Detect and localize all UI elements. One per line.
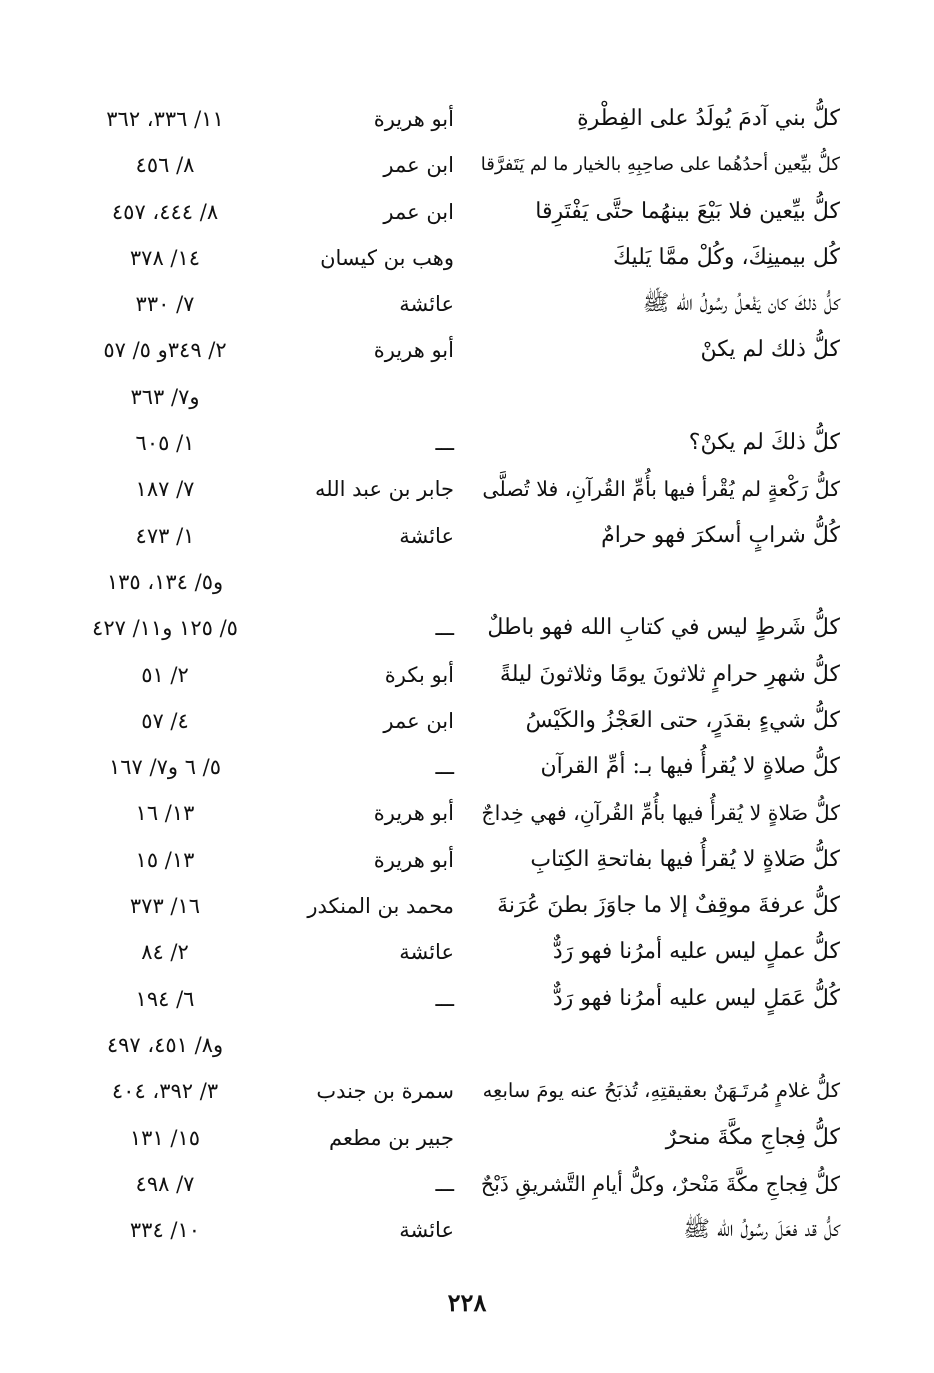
- hadith-text: كلُّ فِجاجِ مكَّةَ مَنْحرٌ، وكلُّ أيامِ التَّشريقِ ذَبْحٌ: [480, 1171, 840, 1196]
- narrator: جبير بن مطعم: [328, 1125, 454, 1150]
- reference: ٧/ ٤٩٨: [135, 1171, 195, 1196]
- reference: ٢/ ٣٤٩و ٥/ ٥٧: [103, 338, 227, 363]
- narrator: أبو بكرة: [384, 662, 454, 687]
- hadith-text: كلُّ بيِّعين فلا بَيْعَ بينهُما حتَّى يَفْتَرِقا: [535, 198, 840, 224]
- hadith-text: كلُّ صَلاةٍ لا يُقرأُ فيها بفاتحةِ الكِتابِ: [530, 846, 840, 872]
- table-row: [0, 420, 934, 466]
- table-row: [0, 744, 934, 790]
- narrator: أبو هريرة: [373, 107, 454, 131]
- hadith-text: كلُّ فِجاجِ مكَّةَ منحرٌ: [665, 1124, 840, 1150]
- hadith-text: كلُّ صَلاةٍ لا يُقرأُ فيها بأُمِّ القُرآنِ، فهي خِداجٌ: [481, 801, 840, 826]
- reference: ٧/ ٣٣٠: [135, 292, 195, 317]
- reference: ٢/ ٥١: [141, 662, 189, 687]
- narrator: ـــ: [435, 1171, 454, 1196]
- table-row: [0, 929, 934, 975]
- hadith-text: كُل بيمينِكَ، وكُلْ ممَّا يَليكَ: [612, 244, 840, 270]
- narrator: ـــ: [435, 755, 454, 780]
- reference: ٨/ ٤٤٤، ٤٥٧: [111, 199, 219, 224]
- hadith-text: كلُّ عرفةَ موقِفٌ إلا ما جاوَزَ بطنَ عُرَنةَ: [497, 893, 840, 919]
- narrator: محمد بن المنكدر: [307, 894, 454, 919]
- table-row: [0, 698, 934, 744]
- hadith-text: [480, 374, 840, 420]
- narrator: عائشة: [399, 1218, 454, 1243]
- hadith-text: كلُّ رَكْعةٍ لم يُقْرأ فيها بأُمِّ القُرآنِ، فلا تُصلَّى: [482, 477, 840, 502]
- narrator: ابن عمر: [383, 199, 454, 224]
- reference: ٦/ ١٩٤: [135, 986, 195, 1011]
- reference: ١٦/ ٣٧٣: [129, 894, 201, 919]
- reference: ١٣/ ١٥: [135, 847, 195, 872]
- narrator: ابن عمر: [383, 708, 454, 733]
- narrator: عائشة: [399, 940, 454, 965]
- narrator: عائشة: [399, 523, 454, 548]
- reference: ١٣/ ١٦: [135, 801, 195, 826]
- narrator: أبو هريرة: [373, 338, 454, 363]
- table-row: [0, 142, 934, 188]
- table-row: [0, 976, 934, 1022]
- reference: ٢/ ٨٤: [141, 940, 189, 965]
- page-number: ٢٢٨: [447, 1288, 487, 1317]
- table-row: [0, 837, 934, 883]
- narrator: أبو هريرة: [373, 847, 454, 872]
- narrator: [284, 374, 454, 420]
- table-row: [0, 559, 934, 605]
- reference: ١/ ٦٠٥: [135, 431, 195, 456]
- table-row: [0, 652, 934, 698]
- reference: ١٤/ ٣٧٨: [129, 245, 201, 270]
- hadith-text: كلُّ بيِّعين أحدُهُما على صاحِبِهِ بالخيار ما لم يَتَفرَّقا: [480, 154, 840, 176]
- hadith-index-table: [0, 96, 934, 1253]
- hadith-text: كُلُّ شرابٍ أسكرَ فهو حرامٌ: [601, 522, 840, 548]
- narrator: جابر بن عبد الله: [314, 477, 454, 502]
- table-row: [0, 374, 934, 420]
- table-row: [0, 235, 934, 281]
- reference: ١١/ ٣٣٦، ٣٦٢: [106, 107, 224, 131]
- narrator: [284, 1022, 454, 1068]
- reference: ٣/ ٣٩٢، ٤٠٤: [111, 1079, 219, 1104]
- hadith-text: كلُّ صلاةٍ لا يُقرأُ فيها بـ: أمِّ القرآن: [540, 754, 840, 780]
- table-row: [0, 96, 934, 142]
- table-row: [0, 1022, 934, 1068]
- table-row: [0, 1161, 934, 1207]
- hadith-text: كُلُّ عَمَلٍ ليس عليه أمرُنا فهو رَدٌّ: [552, 985, 840, 1011]
- narrator: أبو هريرة: [373, 801, 454, 826]
- hadith-text: [480, 559, 840, 605]
- narrator: [284, 559, 454, 605]
- table-row: [0, 281, 934, 327]
- narrator: سمرة بن جندب: [316, 1079, 454, 1104]
- reference: ٤/ ٥٧: [141, 708, 189, 733]
- narrator: عائشة: [399, 292, 454, 317]
- table-row: [0, 605, 934, 651]
- table-row: [0, 189, 934, 235]
- table-row: [0, 1115, 934, 1161]
- hadith-text: كلُّ شَرطٍ ليس في كتابِ الله فهو باطلٌ: [487, 615, 840, 641]
- hadith-text: كلُّ ذلك لم يكنْ: [700, 337, 840, 363]
- hadith-text: كلُّ بني آدمَ يُولَدُ على الفِطْرةِ: [577, 106, 840, 131]
- narrator: وهب بن كيسان: [320, 245, 454, 270]
- table-row: [0, 883, 934, 929]
- reference: ٧/ ١٨٧: [135, 477, 195, 502]
- hadith-text: كلُّ عملٍ ليس عليه أمرُنا فهو رَدٌّ: [552, 939, 840, 965]
- table-row: [0, 1068, 934, 1114]
- reference: و٨/ ٤٥١، ٤٩٧: [106, 1032, 224, 1057]
- narrator: ـــ: [435, 616, 454, 641]
- table-row: [0, 513, 934, 559]
- hadith-text: كلُّ ذلكَ كان يَفْعلُ رسُولُ الله ﷺ: [642, 291, 840, 317]
- reference: ٥/ ١٢٥ و١١/ ٤٢٧: [92, 616, 238, 641]
- hadith-text: كلُّ ذلكَ لم يكنْ؟: [688, 430, 840, 456]
- reference: و٧/ ٣٦٣: [130, 384, 200, 409]
- reference: ٥/ ٦ و٧/ ١٦٧: [108, 755, 222, 780]
- narrator: ـــ: [435, 986, 454, 1011]
- reference: ١٠/ ٣٣٤: [129, 1218, 201, 1243]
- table-row: [0, 327, 934, 373]
- reference: ١٥/ ١٣١: [129, 1125, 201, 1150]
- hadith-text: [480, 1022, 840, 1068]
- reference: ١/ ٤٧٣: [135, 523, 195, 548]
- narrator: ابن عمر: [383, 153, 454, 178]
- table-row: [0, 1207, 934, 1253]
- table-row: [0, 466, 934, 512]
- narrator: ـــ: [435, 431, 454, 456]
- hadith-text: كلُّ غلامٍ مُرتَـهَنٌ بعقيقتِهِ، تُذبَحُ عنه يومَ سابعِه: [482, 1079, 840, 1103]
- reference: و٥/ ١٣٤، ١٣٥: [106, 569, 224, 594]
- hadith-text: كلُّ شيءٍ بقدَرٍ، حتى العَجْزُ والكَيْسُ: [525, 707, 840, 733]
- table-row: [0, 790, 934, 836]
- hadith-text: كلُّ شهرِ حرامٍ ثلاثونَ يومًا وثلاثونَ ليلةً: [499, 661, 840, 687]
- reference: ٨/ ٤٥٦: [135, 153, 195, 178]
- hadith-text: كلُّ قد فعَلَ رسُولُ الله ﷺ: [683, 1217, 840, 1243]
